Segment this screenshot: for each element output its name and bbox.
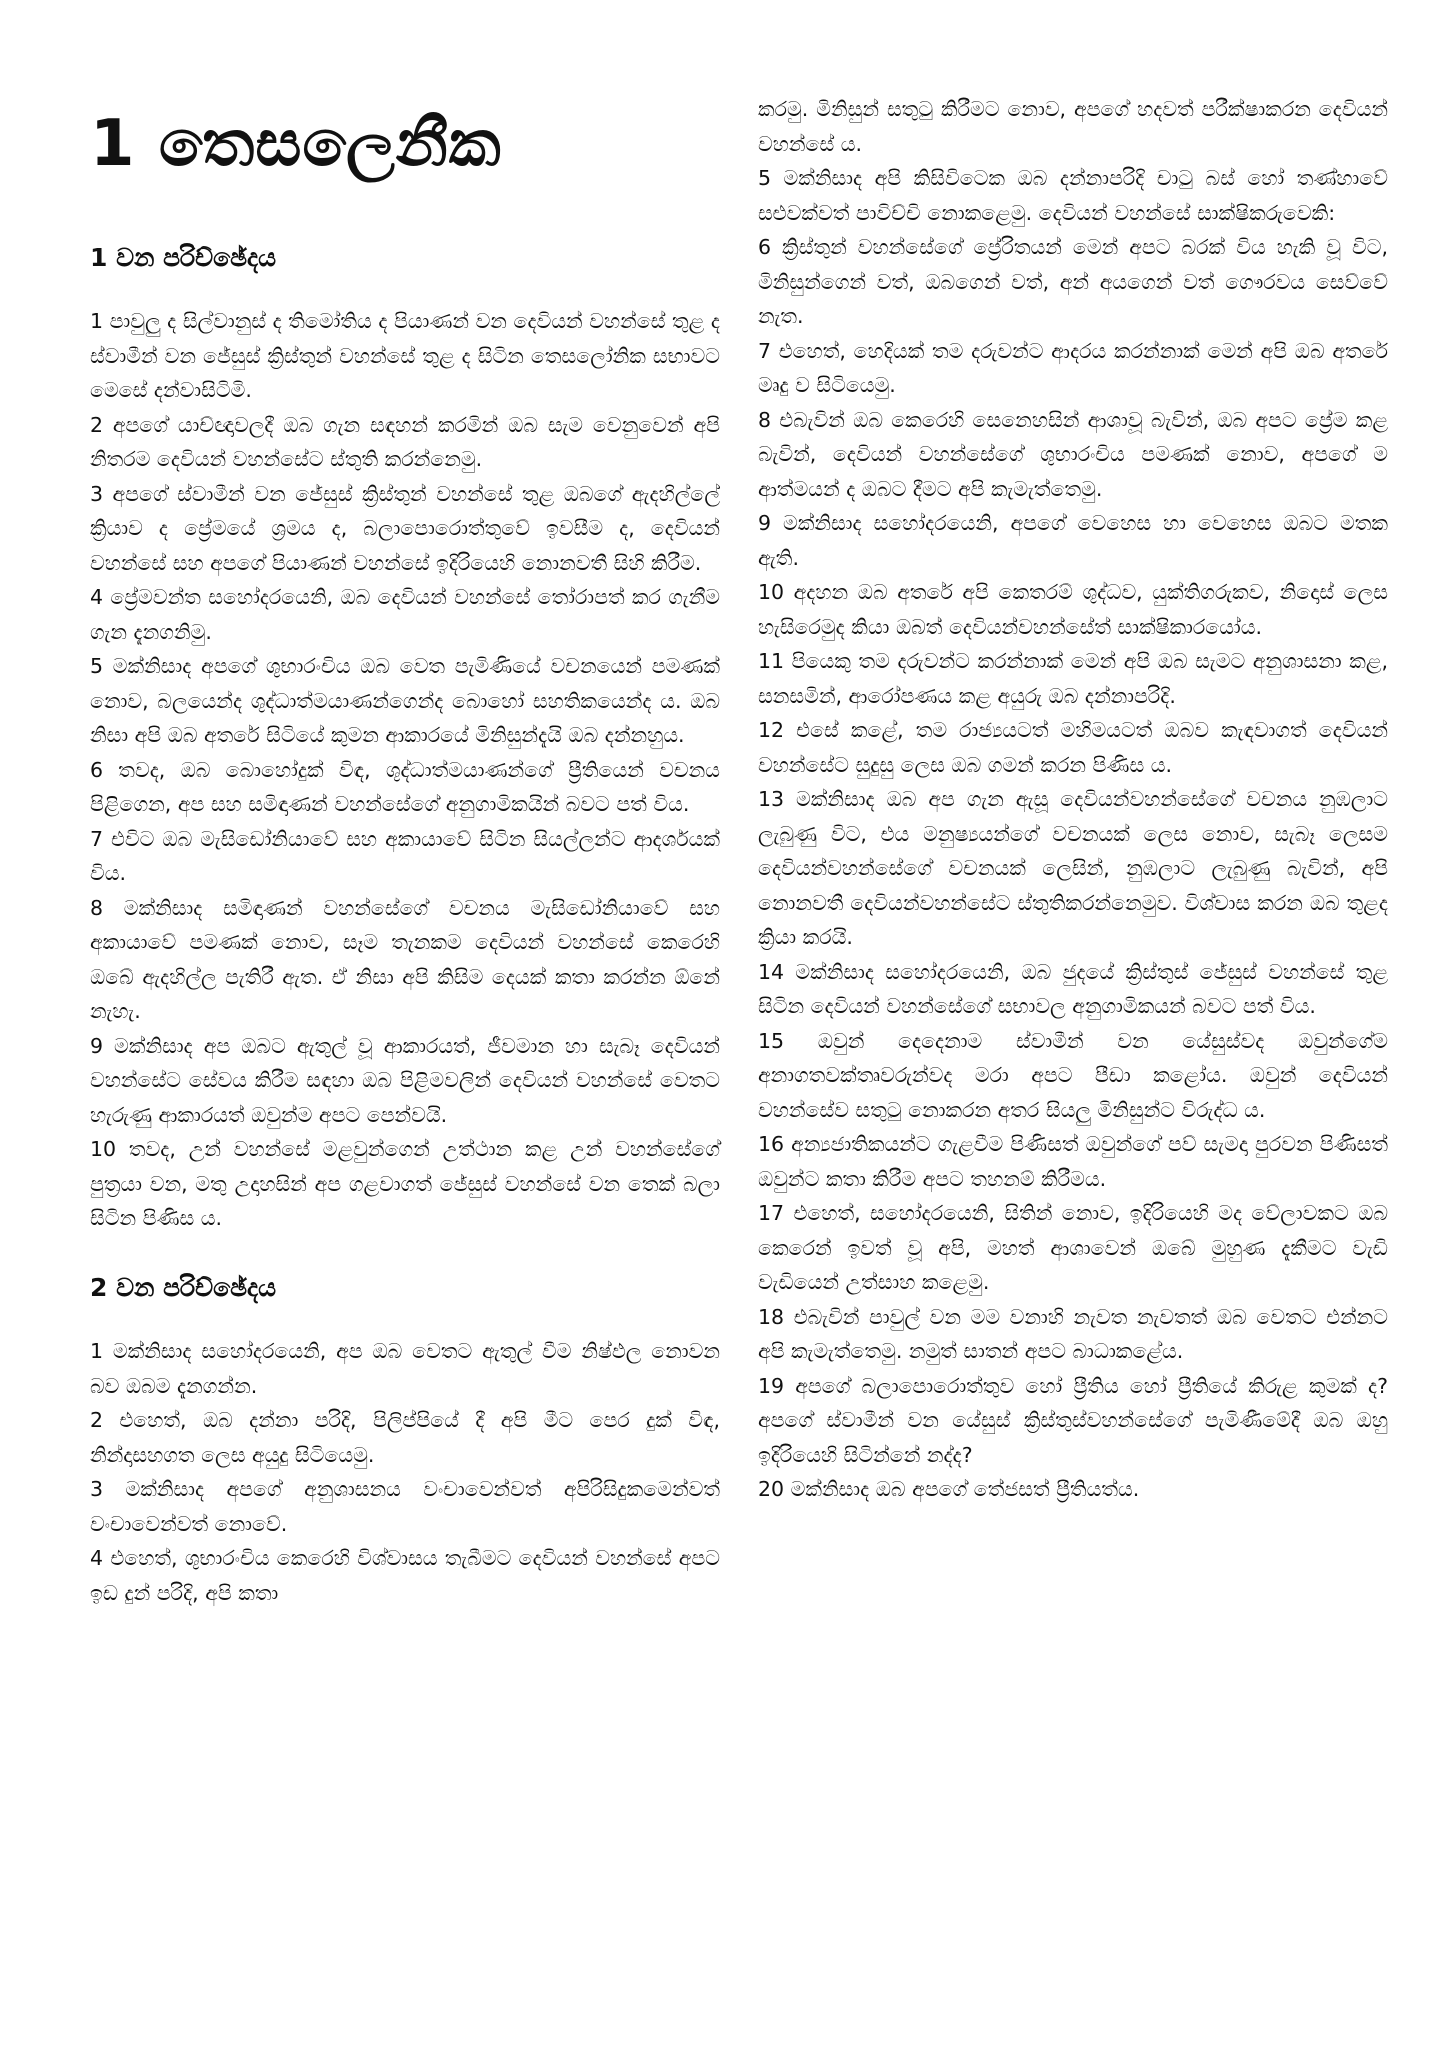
verse: 13 මක්නිසාද ඔබ අප ගැන ඇසූ දෙවියන්වහන්සේගේ වචනය නුඹලාට ලැබුණු විට, එය මනුෂ්‍යයන්ගේ වචනයක් ලෙස නොව, සැබෑ ලෙසම දෙවියන්වහන්සේගේ වචනයක් ලෙසින්, නුඹලාට ලැබුණු බැවින්, අපි නොනවතී දෙවියන්වහන්සේට ස්තුතිකරන්නෙමුව. විශ්වාස කරන ඔබ තුළද ක්‍රියා කරයි. — [758, 787, 1388, 949]
verse: 20 මක්නිසාද ඔබ අපගේ තේජසත් ප්‍රීතියත්ය. — [758, 1477, 1140, 1501]
chapter-2-heading: 2 වන පරිච්ඡේදය — [90, 1272, 277, 1302]
verse: 10 අදහන ඔබ අතරේ අපි කෙතරම් ශුද්ධව, යුක්තිගරුකව, නිදොස් ලෙස හැසිරෙමුද කියා ඔබත් දෙවියන්වහන්සේත් සාක්ෂිකාරයෝය. — [758, 580, 1388, 639]
verse: 4 එහෙත්, ශුභාරංචිය කෙරෙහි විශ්වාසය තැබීමට දෙවියන් වහන්සේ අපට ඉඩ දුන් පරිදි, අපි කතා — [90, 1546, 720, 1605]
left-column — [90, 100, 720, 1610]
verse: 9 මක්නිසාද අප ඔබට ඇතුල් වූ ආකාරයත්, ජීවමාන හා සැබෑ දෙවියන් වහන්සේට සේවය කිරීම සඳහා ඔබ පිළිමවලින් දෙවියන් වහන්සේ වෙතට හැරුණු ආකාරයත් ඔවුන්ම අපට පෙන්වයි. — [90, 1033, 720, 1127]
verse: 9 මක්නිසාද සහෝදරයෙනි, අපගේ වෙහෙස හා වෙහෙස ඔබට මතක ඇති. — [758, 511, 1388, 570]
section-gap — [90, 1236, 720, 1272]
verse: 7 එවිට ඔබ මැසිඩෝනියාවේ සහ අකායාවේ සිටින සියල්ලන්ට ආදර්ශයක් විය. — [90, 826, 720, 886]
verse: 1 පාවුලු ද සිල්වානුස් ද තිමෝතිය ද පියාණන් වන දෙවියන් වහන්සේ තුළ ද ස්වාමීන් වන ජේසුස් ක්‍රිස්තුන් වහන්සේ තුළ ද සිටින තෙසලෝනික සභාවට මෙසේ දන්වාසිටිමි. — [90, 309, 720, 403]
verse: 5 මක්නිසාද අපගේ ශුභාරංචිය ඔබ වෙත පැමිණියේ වචනයෙන් පමණක් නොව, බලයෙන්ද ශුද්ධාත්මයාණන්ගෙන්ද බොහෝ සහතිකයෙන්ද ය. ඔබ නිසා අපි ඔබ අතරේ සිටියේ කුමන ආකාරයේ මිනිසුන්දැයි ඔබ දන්නහුය. — [90, 654, 720, 748]
verse: 8 එබැවින් ඔබ කෙරෙහි සෙනෙහසින් ආශාවූ බැවින්, ඔබ අපට ප්‍රේම කළ බැවින්, දෙවියන් වහන්සේගේ ශුභාරංචිය පමණක් නොව, අපගේ ම ආත්මයන් ද ඔබට දීමට අපි කැමැත්තෙමු. — [758, 407, 1388, 501]
verse: 4 ප්‍රේමවන්ත සහෝදරයෙනි, ඔබ දෙවියන් වහන්සේ තෝරාපත් කර ගැනීම ගැන දැනගනිමු. — [90, 585, 720, 644]
verse: 5 මක්නිසාද අපි කිසිවිටෙක ඔබ දන්නාපරිදි චාටු බස් හෝ තණ්හාවේ සළුවක්වත් පාවිච්චි නොකළෙමු. දෙවියන් වහන්සේ සාක්ෂිකරුවෙකි: — [758, 166, 1388, 225]
verse: 19 අපගේ බලාපොරොත්තුව හෝ ප්‍රීතිය හෝ ප්‍රීතියේ කිරුළ කුමක් ද? අපගේ ස්වාමීන් වන යේසුස් ක්‍රිස්තුස්වහන්සේගේ පැමිණීමේදී ඔබ ඔහු ඉදිරියෙහි සිටින්නේ නද්ද? — [758, 1373, 1388, 1467]
verse: 1 මක්නිසාද සහෝදරයෙනි, අප ඔබ වෙතට ඇතුල් වීම නිෂ්ඵල නොවන බව ඔබම දැනගන්න. — [90, 1339, 720, 1398]
verse: 6 ක්‍රිස්තුන් වහන්සේගේ ප්‍රේරිතයන් මෙන් අපට බරක් විය හැකි වූ විට, මිනිසුන්ගෙන් වත්, ඔබගෙන් වත්, අන් අයගෙන් වත් ගෞරවය සෙව්වේ නැත. — [758, 235, 1388, 328]
document-title: 1 තෙසලෙනීක — [90, 107, 502, 181]
verse: 2 එහෙත්, ඔබ දන්නා පරිදි, පිලිප්පියේ දී අපි මීට පෙර දුක් විඳ, නින්දාසහගත ලෙස අයුදු සිටියෙමු. — [90, 1408, 720, 1467]
verse: කරමු. මිනිසුන් සතුටු කිරීමට නොව, අපගේ හදවත් පරීක්ෂාකරන දෙවියන් වහන්සේ ය. — [758, 97, 1388, 156]
right-column — [758, 92, 1388, 1507]
verse: 14 මක්නිසාද සහෝදරයෙනි, ඔබ ජුදයේ ක්‍රිස්තුස් ජේසුස් වහන්සේ තුළ සිටින දෙවියන් වහන්සේගේ සභාවල අනුගාමිකයන් බවට පත් විය. — [758, 959, 1388, 1018]
verse: 2 අපගේ යාච්ඥාවලදී ඔබ ගැන සඳහන් කරමින් ඔබ සැම වෙනුවෙන් අපි නිතරම දෙවියන් වහන්සේට ස්තුති කරන්නෙමු. — [90, 412, 720, 472]
verse: 3 අපගේ ස්වාමීන් වන ජේසුස් ක්‍රිස්තුන් වහන්සේ තුළ ඔබගේ ඇදහිල්ලේ ක්‍රියාව ද ප්‍රේමයේ ශ්‍රමය ද, බලාපොරොත්තුවේ ඉවසීම ද, දෙවියන් වහන්සේ සහ අපගේ පියාණන් වහන්සේ ඉදිරියෙහි නොනවතී සිහි කිරීම. — [90, 481, 720, 575]
chapter-1-heading: 1 වන පරිච්ඡේදය — [90, 242, 277, 272]
verse: 7 එහෙත්, හෙදියක් තම දරුවන්ට ආදරය කරන්නාක් මෙන් අපි ඔබ අතරේ මෘදු ව සිටියෙමු. — [758, 338, 1388, 397]
verse: 11 පියෙකු තම දරුවන්ට කරන්නාක් මෙන් අපි ඔබ සැමට අනුශාසනා කළ, සනසමින්, ආරෝපණය කළ අයුරු ඔබ දන්නාපරිදි. — [758, 649, 1388, 708]
verse: 6 තවද, ඔබ බොහෝදුක් විඳ, ශුද්ධාත්මයාණන්ගේ ප්‍රීතියෙන් වචනය පිළිගෙන, අප සහ සමිඳාණන් වහන්සේගේ අනුගාමිකයින් බවට පත් විය. — [90, 757, 720, 817]
verse: 12 එසේ කළේ, තම රාජ්‍යයටත් මහිමයටත් ඔබව කැඳවාගත් දෙවියන් වහන්සේට සුදුසු ලෙස ඔබ ගමන් කරන පිණිස ය. — [758, 718, 1388, 777]
verse: 18 එබැවින් පාවුල් වන මම වනාහි නැවත නැවතත් ඔබ වෙතට එන්නට අපි කැමැත්තෙමු. නමුත් සාතන් අපට බාධාකළේය. — [758, 1304, 1388, 1363]
verse: 10 තවද, උන් වහන්සේ මළවුන්ගෙන් උත්ථාන කළ උන් වහන්සේගේ පුත්‍රයා වන, මතු උදාහසින් අප ගළවාගත් ජේසුස් වහන්සේ වන තෙක් බලා සිටින පිණිස ය. — [90, 1137, 720, 1231]
verse: 3 මක්නිසාද අපගේ අනුශාසනය වංචාවෙන්වත් අපිරිසිදුකමෙන්වත් වංචාවෙන්වත් නොවේ. — [90, 1477, 720, 1536]
verse: 15 ඔවුන් දෙදෙනාම ස්වාමීන් වන යේසුස්වද ඔවුන්ගේම අනාගතවක්තෘවරුන්වද මරා අපට පීඩා කළෝය. ඔවුන් දෙවියන් වහන්සේව සතුටු නොකරන අතර සියලු මිනිසුන්ට විරුද්ධ ය. — [758, 1028, 1388, 1122]
verse: 16 අන්‍යජාතිකයන්ට ගැළවීම පිණිසත් ඔවුන්ගේ පව් සැමදා පුරවන පිණිසත් ඔවුන්ට කතා කිරීම අපට තහනම් කිරීමය. — [758, 1132, 1388, 1191]
verse: 8 මක්නිසාද සමිඳාණන් වහන්සේගේ වචනය මැසිඩෝනියාවේ සහ අකායාවේ පමණක් නොව, සෑම තැනකම දෙවියන් වහන්සේ කෙරෙහි ඔබේ ඇදහිල්ල පැතිරී ඇත. ඒ නිසා අපි කිසිම දෙයක් කතා කරන්න ඕනේ නැහැ. — [90, 895, 720, 1024]
verse: 17 එහෙත්, සහෝදරයෙනි, සිතින් නොව, ඉදිරියෙහි මද වේලාවකට ඔබ කෙරෙන් ඉවත් වූ අපි, මහත් ආශාවෙන් ඔබේ මුහුණ දැකීමට වැඩි වැඩියෙන් උත්සාහ කළෙමු. — [758, 1201, 1388, 1294]
